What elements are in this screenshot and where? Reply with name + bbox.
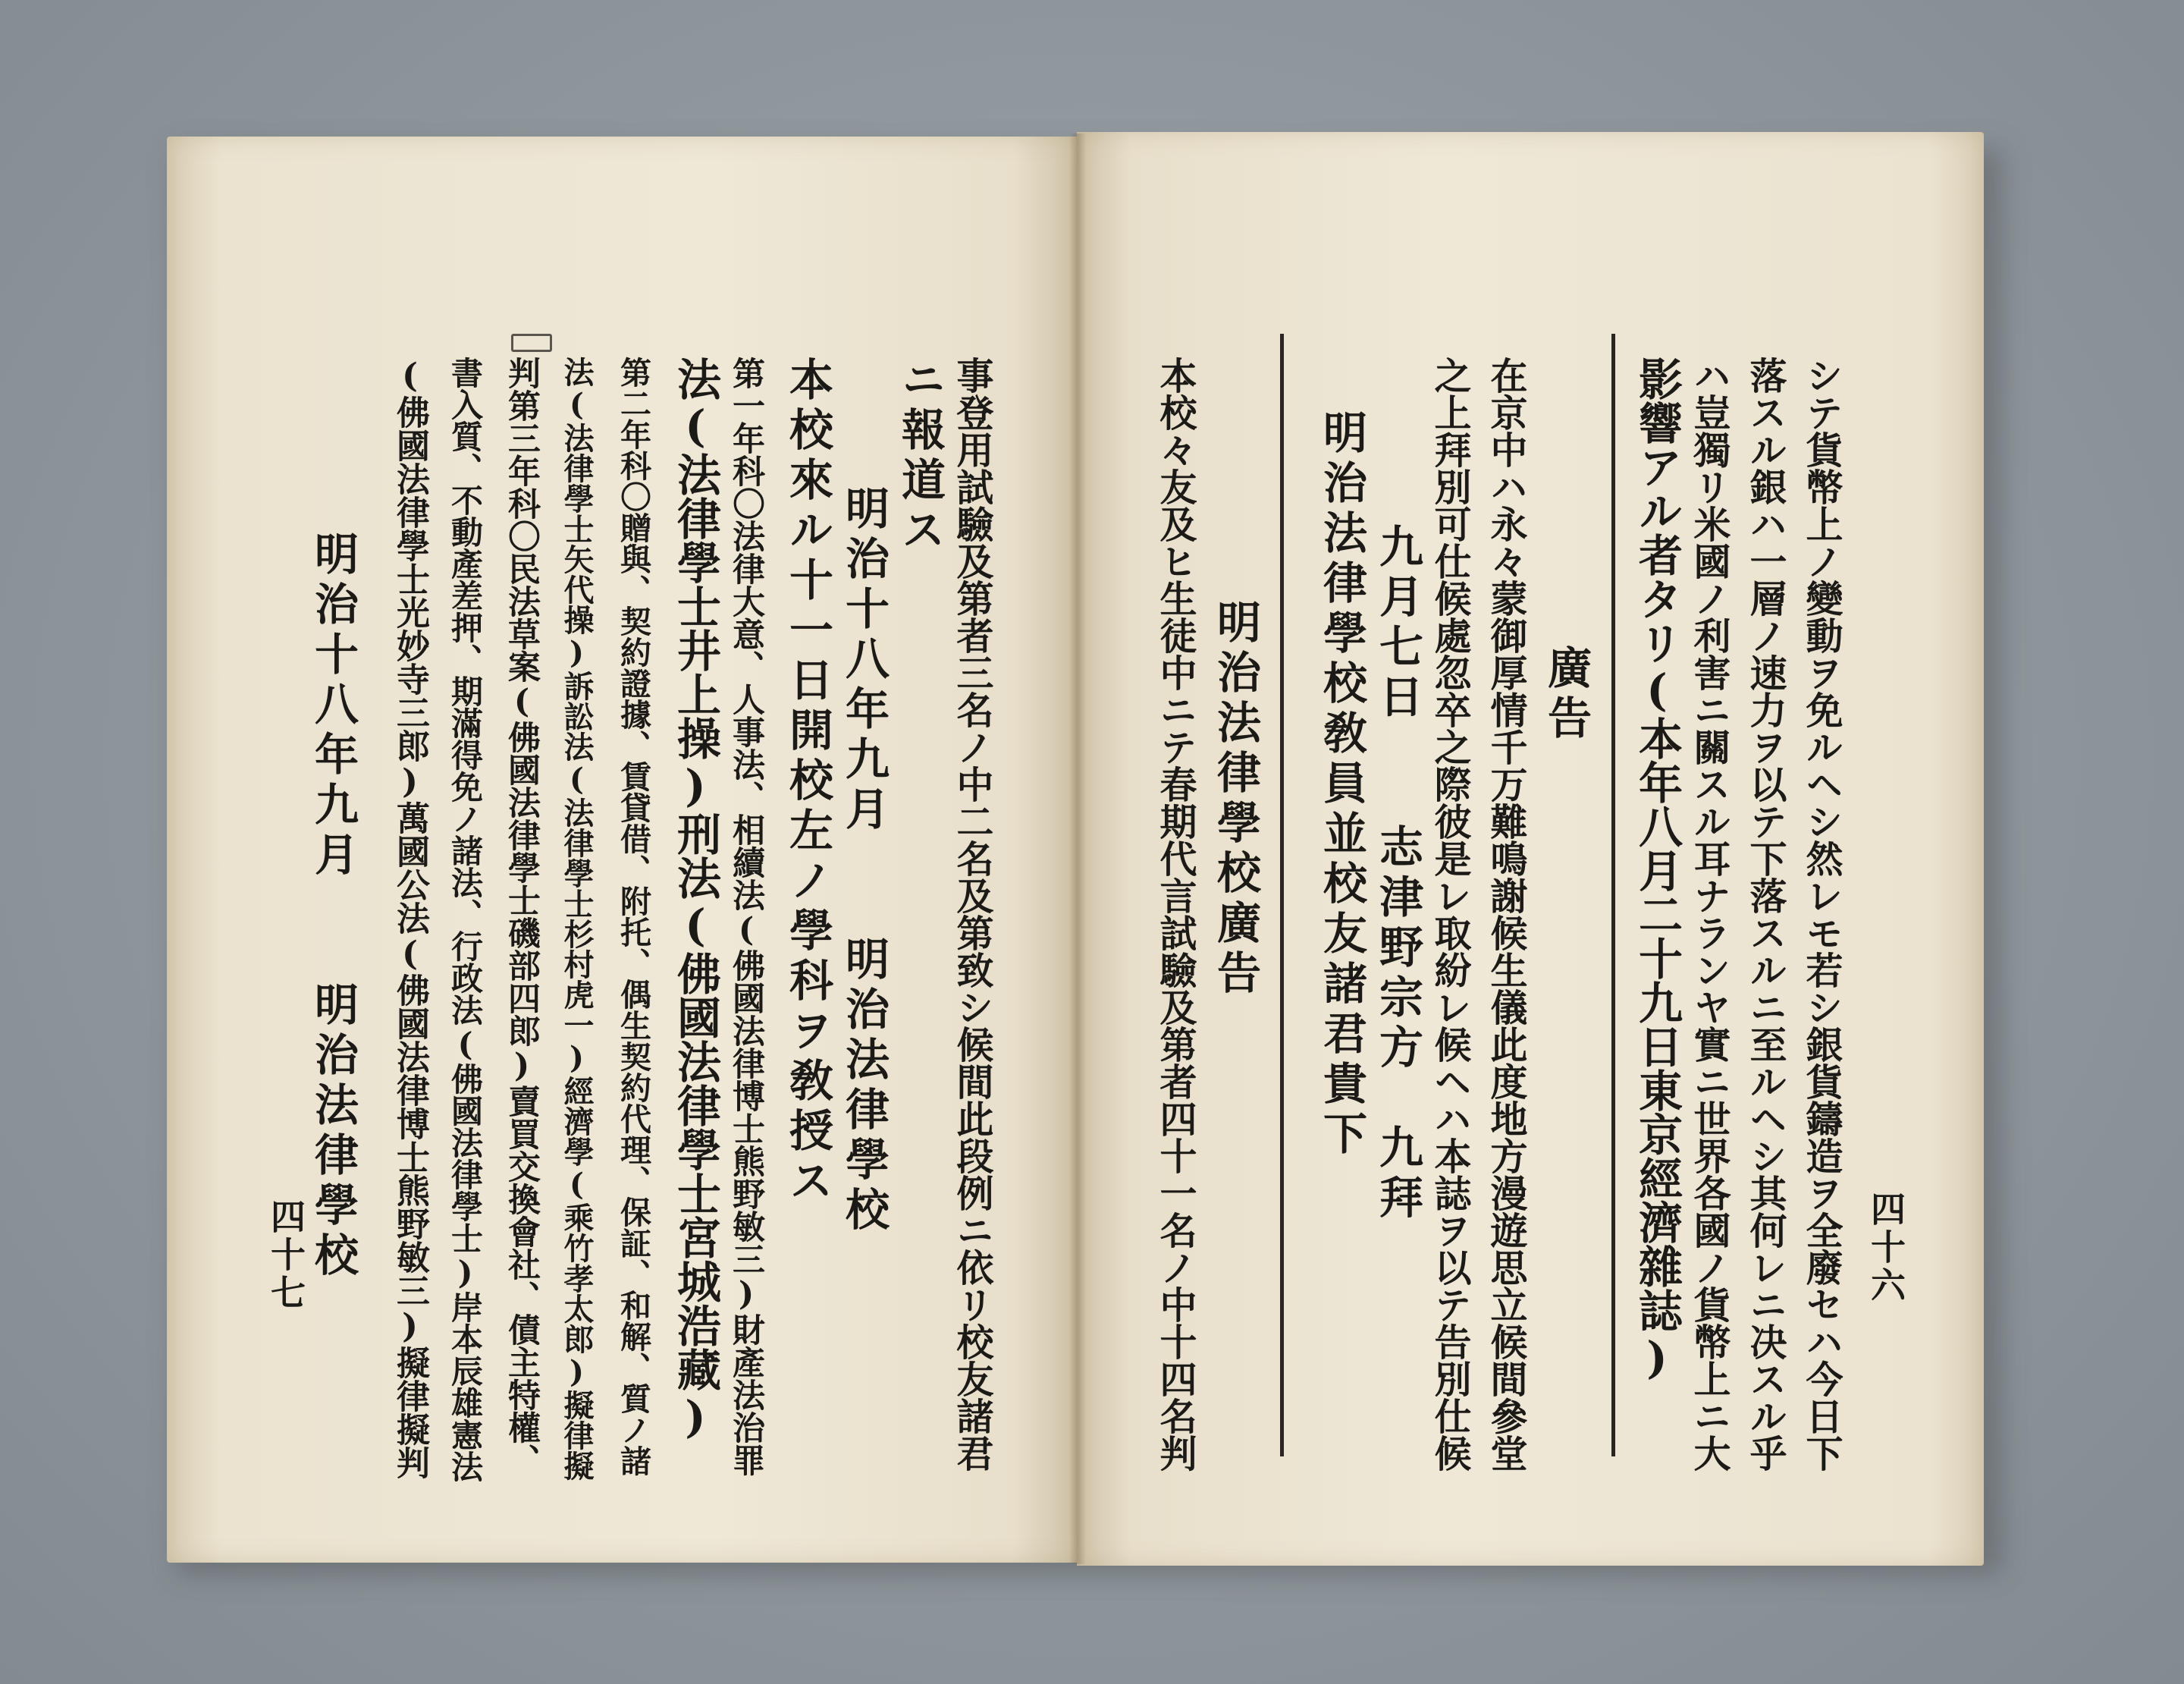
right-line-7: 之上拜別可仕候處忽卒之際彼是レ取紛レ候ヘハ本誌ヲ以テ告別仕候 <box>1429 357 1473 1472</box>
ad-heading: 廣告 <box>1540 645 1592 745</box>
left-page-number: 四十七 <box>265 1199 306 1312</box>
right-line-3: ハ豈獨リ米國ノ利害ニ關スル耳ナランヤ實ニ世界各國ノ貨幣上ニ大 <box>1688 357 1732 1472</box>
left-line-9: 判第三年科〇民法草案(佛國法律學士磯部四郎)賣買交換會社、債主特權、 <box>503 357 541 1476</box>
left-line-4: 本校來ル十一日開校左ノ學科ヲ敎授ス <box>782 357 833 1208</box>
right-line-1: シテ貨幣上ノ變動ヲ免ルヘシ然レモ若シ銀貨鑄造ヲ全廢セハ今日下 <box>1800 357 1844 1472</box>
left-line-5: 第一年科〇法律大意、人事法、相續法(佛國法律博士熊野敏三)財產法治罪 <box>727 357 765 1476</box>
ad-border-left <box>1280 334 1284 1456</box>
left-line-11: (佛國法律學士光妙寺三郎)萬國公法(佛國法律博士熊野敏三)擬律擬判 <box>391 357 429 1479</box>
left-line-3: 明治十八年九月 明治法律學校 <box>838 485 890 1236</box>
right-line-4: 影響アル者タリ(本年八月二十九日東京經濟雜誌) <box>1631 357 1683 1384</box>
left-line-12: 明治十八年九月 明治法律學校 <box>307 531 359 1282</box>
right-page-number: 四十六 <box>1866 1191 1906 1305</box>
margin-mark <box>511 334 552 352</box>
left-line-7: 第二年科〇贈與、契約證據、賃貸借、附托、偶生契約代理、保証、和解、質ノ諸 <box>615 357 651 1476</box>
left-line-6: 法(法律學士井上操)刑法(佛國法律學士宮城浩藏) <box>670 357 721 1443</box>
right-line-8: 九月七日 志津野宗方 九拜 <box>1372 523 1423 1224</box>
left-line-2: ニ報道ス <box>894 357 946 557</box>
left-line-10: 書入質、不動產差押、期滿得免ノ諸法、行政法(佛國法律學士)岸本辰雄憲法 <box>447 357 484 1482</box>
right-line-2: 落スル銀ハ一層ノ速力ヲ以テ下落スルニ至ルヘシ其何レニ决スル乎 <box>1744 357 1788 1472</box>
right-line-6: 在京中ハ永々蒙御厚情千万難鳴謝候生儀此度地方漫遊思立候間參堂 <box>1485 357 1529 1472</box>
left-line-8: 法(法律學士矢代操)訴訟法(法律學士杉村虎一)經濟學(乘竹孝太郎)擬律擬 <box>559 357 595 1481</box>
right-line-9: 明治法律學校敎員並校友諸君貴下 <box>1316 410 1367 1161</box>
right-line-11: 本校々友及ヒ生徒中ニテ春期代言試驗及第者四十一名ノ中十四名判 <box>1154 357 1198 1472</box>
right-line-10: 明治法律學校廣告 <box>1210 599 1261 1000</box>
left-line-1: 事登用試驗及第者三名ノ中二名及第致シ候間此段例ニ依リ校友諸君 <box>951 357 995 1472</box>
ad-border-right <box>1611 334 1615 1456</box>
